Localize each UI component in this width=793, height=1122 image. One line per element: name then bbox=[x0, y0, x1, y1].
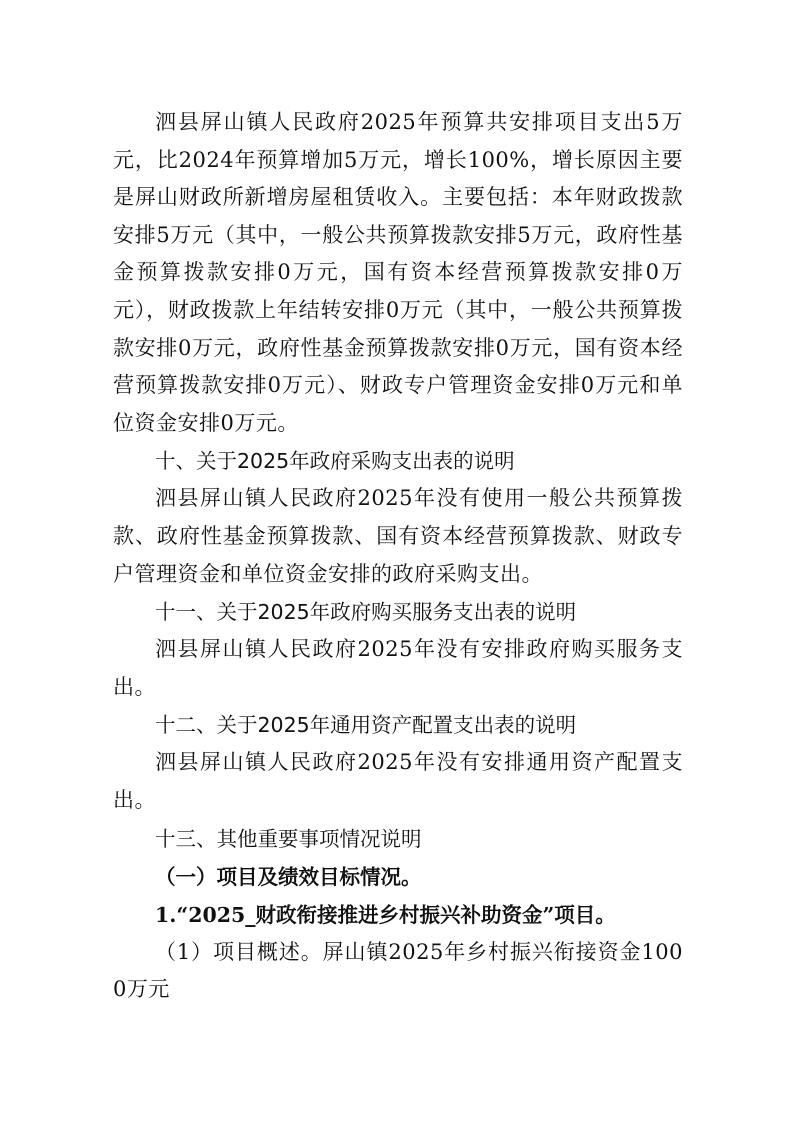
heading-government-procurement: 十、关于2025年政府采购支出表的说明 bbox=[155, 449, 515, 474]
paragraph-purchase-services: 泗县屏山镇人民政府2025年没有安排政府购买服务支出。 bbox=[113, 637, 683, 699]
paragraph-asset-allocation: 泗县屏山镇人民政府2025年没有安排通用资产配置支出。 bbox=[113, 750, 683, 812]
subheading-project-performance: （一）项目及绩效目标情况。 bbox=[155, 864, 422, 889]
subheading-project-title: 1.“2025_财政衔接推进乡村振兴补助资金”项目。 bbox=[155, 902, 616, 927]
paragraph-project-expenditure: 泗县屏山镇人民政府2025年预算共安排项目支出5万元，比2024年预算增加5万元，增长100%，增长原因主要是屏山财政所新增房屋租赁收入。主要包括：本年财政拨款安排5万元（其中，一般公共预算拨款安排5万元，政府性基金预算拨款安排0万元，国有资本经营预算拨款安排0万元），财政拨款上年结转安排0万元（其中，一般公共预算拨款安排0万元，政府性基金预算拨款安排0万元，国有资本经营预算拨款安排0万元）、财政专户管理资金安排0万元和单位资金安排0万元。 bbox=[113, 110, 683, 435]
paragraph-project-overview: （1）项目概述。屏山镇2025年乡村振兴衔接资金1000万元 bbox=[113, 939, 683, 1002]
heading-asset-allocation: 十二、关于2025年通用资产配置支出表的说明 bbox=[155, 713, 577, 738]
paragraph-government-procurement: 泗县屏山镇人民政府2025年没有使用一般公共预算拨款、政府性基金预算拨款、国有资本经营预算拨款、财政专户管理资金和单位资金安排的政府采购支出。 bbox=[113, 486, 683, 586]
heading-other-matters: 十三、其他重要事项情况说明 bbox=[155, 826, 422, 851]
heading-purchase-services: 十一、关于2025年政府购买服务支出表的说明 bbox=[155, 600, 577, 625]
document-page bbox=[113, 104, 683, 1009]
